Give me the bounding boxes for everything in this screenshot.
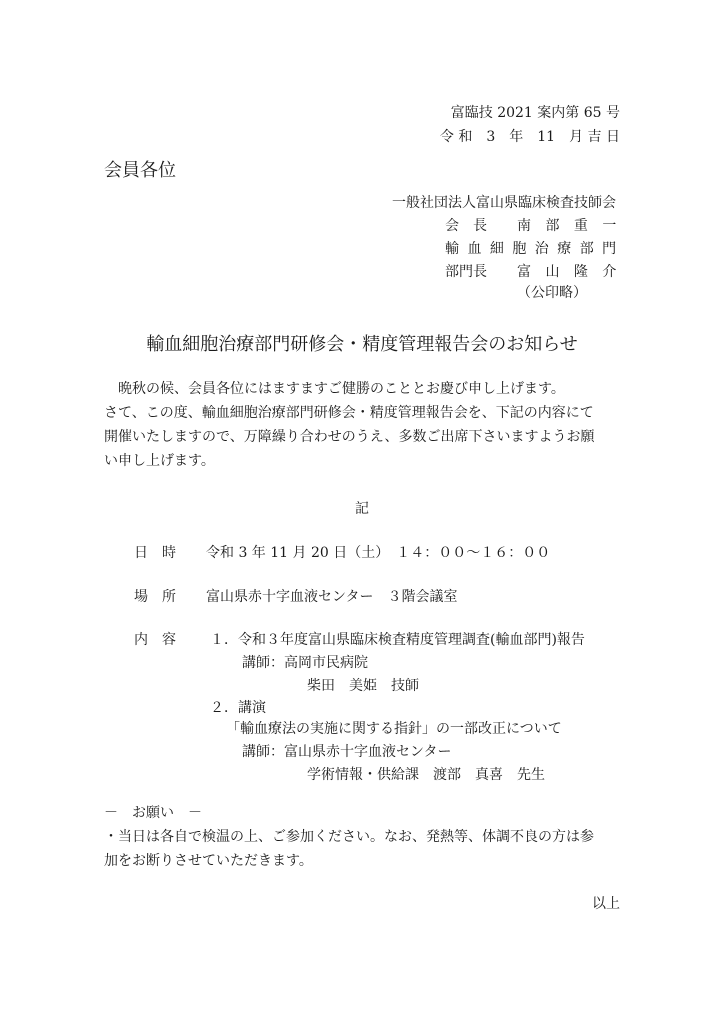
body-line-4: い申し上げます。 [104, 453, 215, 469]
document-title: 輸血細胞治療部門研修会・精度管理報告会のお知らせ [146, 334, 578, 355]
request-line-2: 加をお断りさせていただきます。 [104, 853, 313, 869]
department-head-title: 部門長 [445, 264, 487, 280]
body-line-2: さて、この度、輸血細胞治療部門研修会・精度管理報告会を、下記の内容にて [104, 405, 594, 421]
document-date: 令 和 3 年 11 月 吉 日 [439, 129, 620, 145]
closing: 以上 [592, 896, 620, 912]
body-line-1: 晩秋の候、会員各位にはますますご健勝のこととお慶び申し上げます。 [104, 381, 565, 397]
content-item-1-lecturer-name: 柴田 美姫 技師 [307, 678, 419, 694]
request-heading: － お願い － [104, 805, 202, 821]
ki-heading: 記 [355, 501, 369, 517]
addressee: 会員各位 [104, 160, 176, 181]
content-item-2-topic: 「輸血療法の実施に関する指針」の一部改正について [226, 721, 562, 737]
president-title: 会 長 [445, 218, 487, 234]
content-item-2-lecturer-name: 学術情報・供給課 渡部 真喜 先生 [307, 767, 545, 783]
content-item-2: ２．講演 [210, 700, 266, 716]
content-item-2-lecturer: 講師：富山県赤十字血液センター [242, 744, 452, 760]
department-name: 輸 血 細 胞 治 療 部 門 [445, 241, 619, 257]
place-label: 場 所 [134, 589, 176, 605]
department-head-name: 富 山 隆 介 [517, 264, 622, 280]
sender-organization: 一般社団法人富山県臨床検査技師会 [392, 195, 616, 211]
place-value: 富山県赤十字血液センター ３階会議室 [206, 589, 458, 605]
datetime-value: 令和 3 年 11 月 20 日（土） １４：００～１６：００ [206, 545, 551, 561]
body-line-3: 開催いたしますので、万障繰り合わせのうえ、多数ご出席下さいますようお願 [104, 429, 595, 445]
datetime-label: 日 時 [134, 545, 176, 561]
content-item-1: １．令和３年度富山県臨床検査精度管理調査(輸血部門)報告 [210, 632, 585, 648]
president-name: 南 部 重 一 [517, 218, 622, 234]
content-item-1-lecturer: 講師：高岡市民病院 [242, 655, 368, 671]
request-line-1: ・当日は各自で検温の上、ご参加ください。なお、発熱等、体調不良の方は参 [104, 829, 594, 845]
content-label: 内 容 [134, 632, 176, 648]
document-number: 富臨技 2021 案内第 65 号 [450, 105, 620, 121]
seal-note: （公印略） [517, 285, 587, 301]
